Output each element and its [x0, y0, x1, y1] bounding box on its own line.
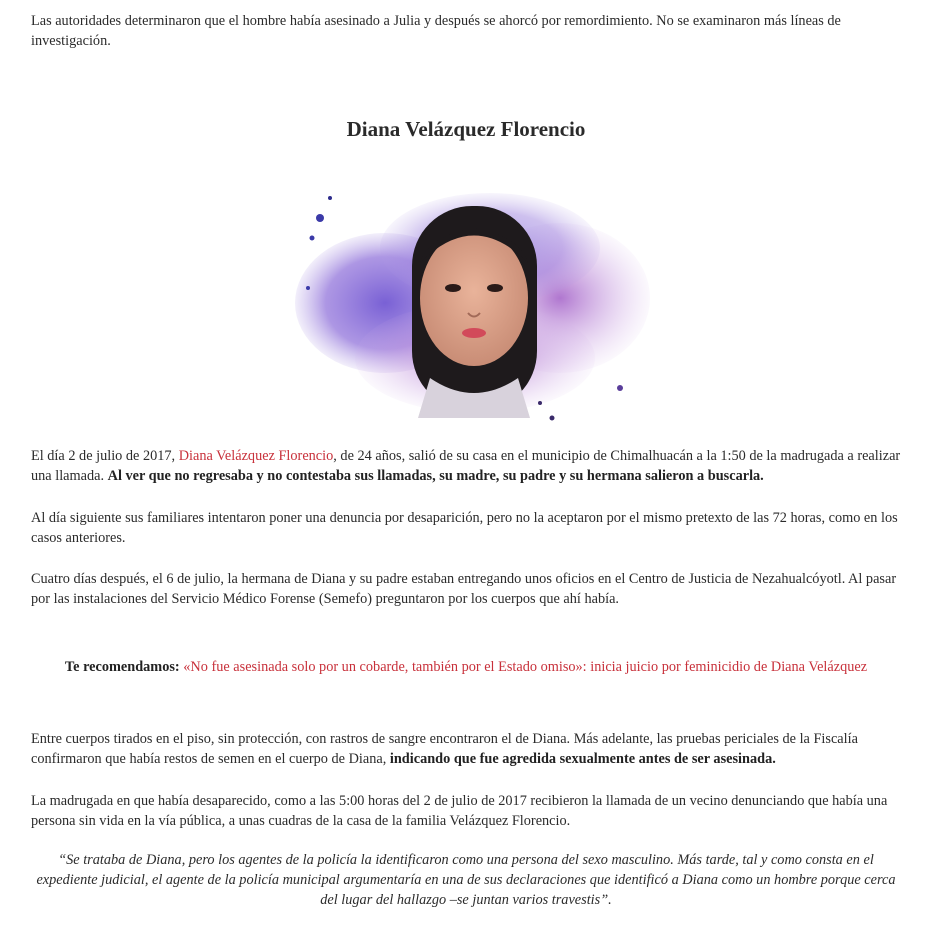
paragraph-text: , de 24 años, salió de su casa en el municipio de Chimalhuacán a la 1:50 de la madrugada a realizar una llamada. [31, 448, 901, 484]
paragraph-semefo: Cuatro días después, el 6 de julio, la hermana de Diana y su padre estaban entregando unos oficios en el Centro de Justicia de Nezahualcóyotl. Al pasar por las instalaciones del Servicio Médico Forense (Semefo) preguntaron por los cuerpos que ahí había. [31, 571, 897, 607]
paragraph-body-found [31, 729, 901, 769]
blockquote: “Se trataba de Diana, pero los agentes de la policía la identificaron como una persona del sexo masculino. Más tarde, tal y como consta en el expediente judicial, el agente de la policía municipal argumentaría en una de sus declaraciones que identificó a Diana como un hombre porque cerca del lugar del hallazgo –se juntan varios travestis”. [36, 852, 896, 908]
diana-portrait-image [290, 178, 660, 433]
paragraph-bold-text: indicando que fue agredida sexualmente antes de ser asesinada. [389, 751, 776, 767]
recommendation-label: Te recomendamos: [64, 659, 180, 675]
paragraph-text: Entre cuerpos tirados en el piso, sin protección, con rastros de sangre encontraron el de Diana. Más adelante, las pruebas periciales de la Fiscalía confirmaron que había restos de semen en el cuerpo de Diana, [31, 731, 858, 767]
paragraph-disappearance [31, 446, 901, 486]
section-title: Diana Velázquez Florencio [346, 117, 586, 141]
paragraph-complaint: Al día siguiente sus familiares intentaron poner una denuncia por desaparición, pero no la aceptaron por el mismo pretexto de las 72 horas, como en los casos anteriores. [31, 510, 898, 546]
recommendation-line [0, 657, 932, 677]
paragraph-neighbor-call: La madrugada en que había desaparecido, como a las 5:00 horas del 2 de julio de 2017 recibieron la llamada de un vecino denunciando que había una persona sin vida en la vía pública, a unas cuadras de la casa de la familia Velázquez Florencio. [31, 793, 888, 829]
recommendation-link[interactable]: «No fue asesinada solo por un cobarde, también por el Estado omiso»: inicia juicio por feminicidio de Diana Velázquez [183, 659, 868, 675]
diana-name-link[interactable]: Diana Velázquez Florencio [178, 448, 334, 464]
paragraph-text: El día 2 de julio de 2017, [31, 448, 179, 464]
paragraph-bold-text: Al ver que no regresaba y no contestaba sus llamadas, su madre, su padre y su hermana salieron a buscarla. [107, 468, 764, 484]
intro-paragraph: Las autoridades determinaron que el hombre había asesinado a Julia y después se ahorcó por remordimiento. No se examinaron más líneas de investigación. [31, 13, 841, 49]
